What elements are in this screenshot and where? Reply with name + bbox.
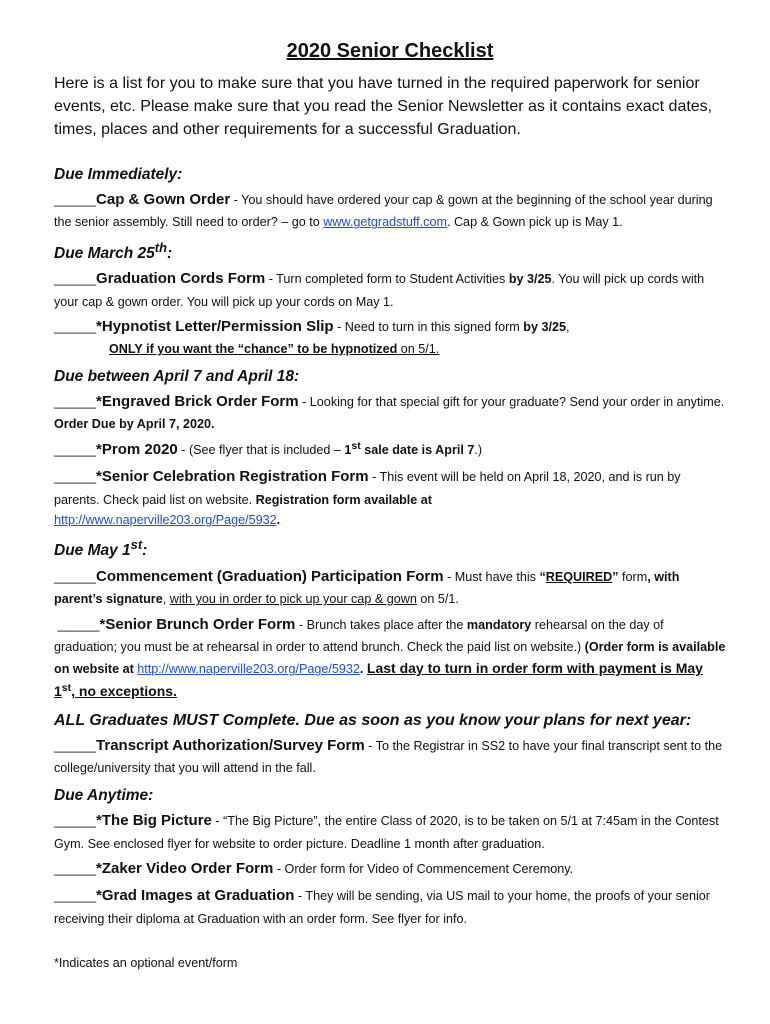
item-cap-gown: ______Cap & Gown Order - You should have ordered your cap & gown at the beginning of the school year during the senior assembly. Still need to order? – go to www.getgradstuff.com. Cap & Gown pick up is May 1. bbox=[54, 191, 713, 230]
item-big-picture: ______*The Big Picture - “The Big Picture”, the entire Class of 2020, is to be taken on 5/1 at 7:45am in the Contest Gym. See enclosed flyer for website to order picture. Deadline 1 month after graduation. bbox=[54, 812, 719, 851]
item-grad-images: ______*Grad Images at Graduation - They will be sending, via US mail to your home, the proofs of your senior receiving their diploma at Graduation with an order form. See flyer for info. bbox=[54, 887, 710, 926]
item-transcript: ______Transcript Authorization/Survey Form - To the Registrar in SS2 to have your final transcript sent to the college/university that you will attend in the fall. bbox=[54, 737, 723, 776]
item-name: Commencement (Graduation) Participation Form bbox=[96, 568, 444, 586]
section-due-april: Due between April 7 and April 18: bbox=[54, 367, 300, 385]
item-senior-brunch: ______*Senior Brunch Order Form - Brunch takes place after the mandatory rehearsal on the day of graduation; you must be at rehearsal in order to attend brunch. Check the paid list on website.) (Order form is available on website at http://www.naperville203.org/Page/5932. Last day to turn in order form with payment is May 1st, no exceptions. bbox=[54, 615, 726, 700]
item-commencement: ______Commencement (Graduation) Participation Form - Must have this “REQUIRED” form, with parent’s signature, with you in order to pick up your cap & gown on 5/1. bbox=[54, 568, 680, 607]
section-due-anytime: Due Anytime: bbox=[54, 786, 154, 804]
page-title: 2020 Senior Checklist bbox=[286, 40, 494, 62]
item-name: *Senior Brunch Order Form bbox=[99, 615, 296, 633]
getgradstuff-link[interactable]: www.getgradstuff.com bbox=[323, 215, 447, 230]
naperville-link[interactable]: http://www.naperville203.org/Page/5932 bbox=[137, 662, 360, 677]
section-due-may: Due May 1st: bbox=[54, 537, 148, 560]
item-name: Cap & Gown Order bbox=[96, 191, 231, 209]
item-name: Graduation Cords Form bbox=[96, 270, 266, 288]
section-all-graduates: ALL Graduates MUST Complete. Due as soon as you know your plans for next year: bbox=[54, 711, 692, 729]
section-due-immediately: Due Immediately: bbox=[54, 165, 183, 183]
item-name: *The Big Picture bbox=[96, 812, 212, 830]
item-name: *Grad Images at Graduation bbox=[96, 887, 295, 905]
item-hypnotist: ______*Hypnotist Letter/Permission Slip - Need to turn in this signed form by 3/25, ONLY if you want the “chance” to be hypnotized on 5/1. bbox=[54, 318, 570, 357]
item-name: *Zaker Video Order Form bbox=[96, 860, 274, 877]
item-zaker-video: ______*Zaker Video Order Form - Order form for Video of Commencement Ceremony. bbox=[54, 860, 574, 877]
item-name: Transcript Authorization/Survey Form bbox=[96, 737, 365, 755]
item-name: *Hypnotist Letter/Permission Slip bbox=[96, 318, 334, 336]
item-prom: ______*Prom 2020 - (See flyer that is included – 1st sale date is April 7.) bbox=[54, 439, 483, 459]
intro-paragraph: Here is a list for you to make sure that you have turned in the required paperwork for senior events, etc. Please make sure that you read the Senior Newsletter as it contains exact dates, times, places and other requirements for a successful Graduation. bbox=[54, 75, 713, 139]
item-name: *Senior Celebration Registration Form bbox=[96, 468, 369, 486]
item-name: *Prom 2020 bbox=[96, 441, 178, 459]
item-grad-cords: ______Graduation Cords Form - Turn completed form to Student Activities by 3/25. You will pick up cords with your cap & gown order. You will pick up your cords on May 1. bbox=[54, 270, 705, 309]
naperville-link[interactable]: http://www.naperville203.org/Page/5932 bbox=[54, 513, 277, 528]
item-brick: ______*Engraved Brick Order Form - Looking for that special gift for your graduate? Send your order in anytime. Order Due by April 7, 2020. bbox=[54, 393, 725, 432]
section-due-march: Due March 25th: bbox=[54, 239, 173, 262]
item-name: *Engraved Brick Order Form bbox=[96, 393, 299, 411]
footnote: *Indicates an optional event/form bbox=[54, 955, 238, 970]
item-senior-celebration: ______*Senior Celebration Registration Form - This event will be held on April 18, 2020, and is run by parents. Check paid list on website. Registration form available at http://www.naperville203.org/Page/5932. bbox=[54, 468, 681, 528]
